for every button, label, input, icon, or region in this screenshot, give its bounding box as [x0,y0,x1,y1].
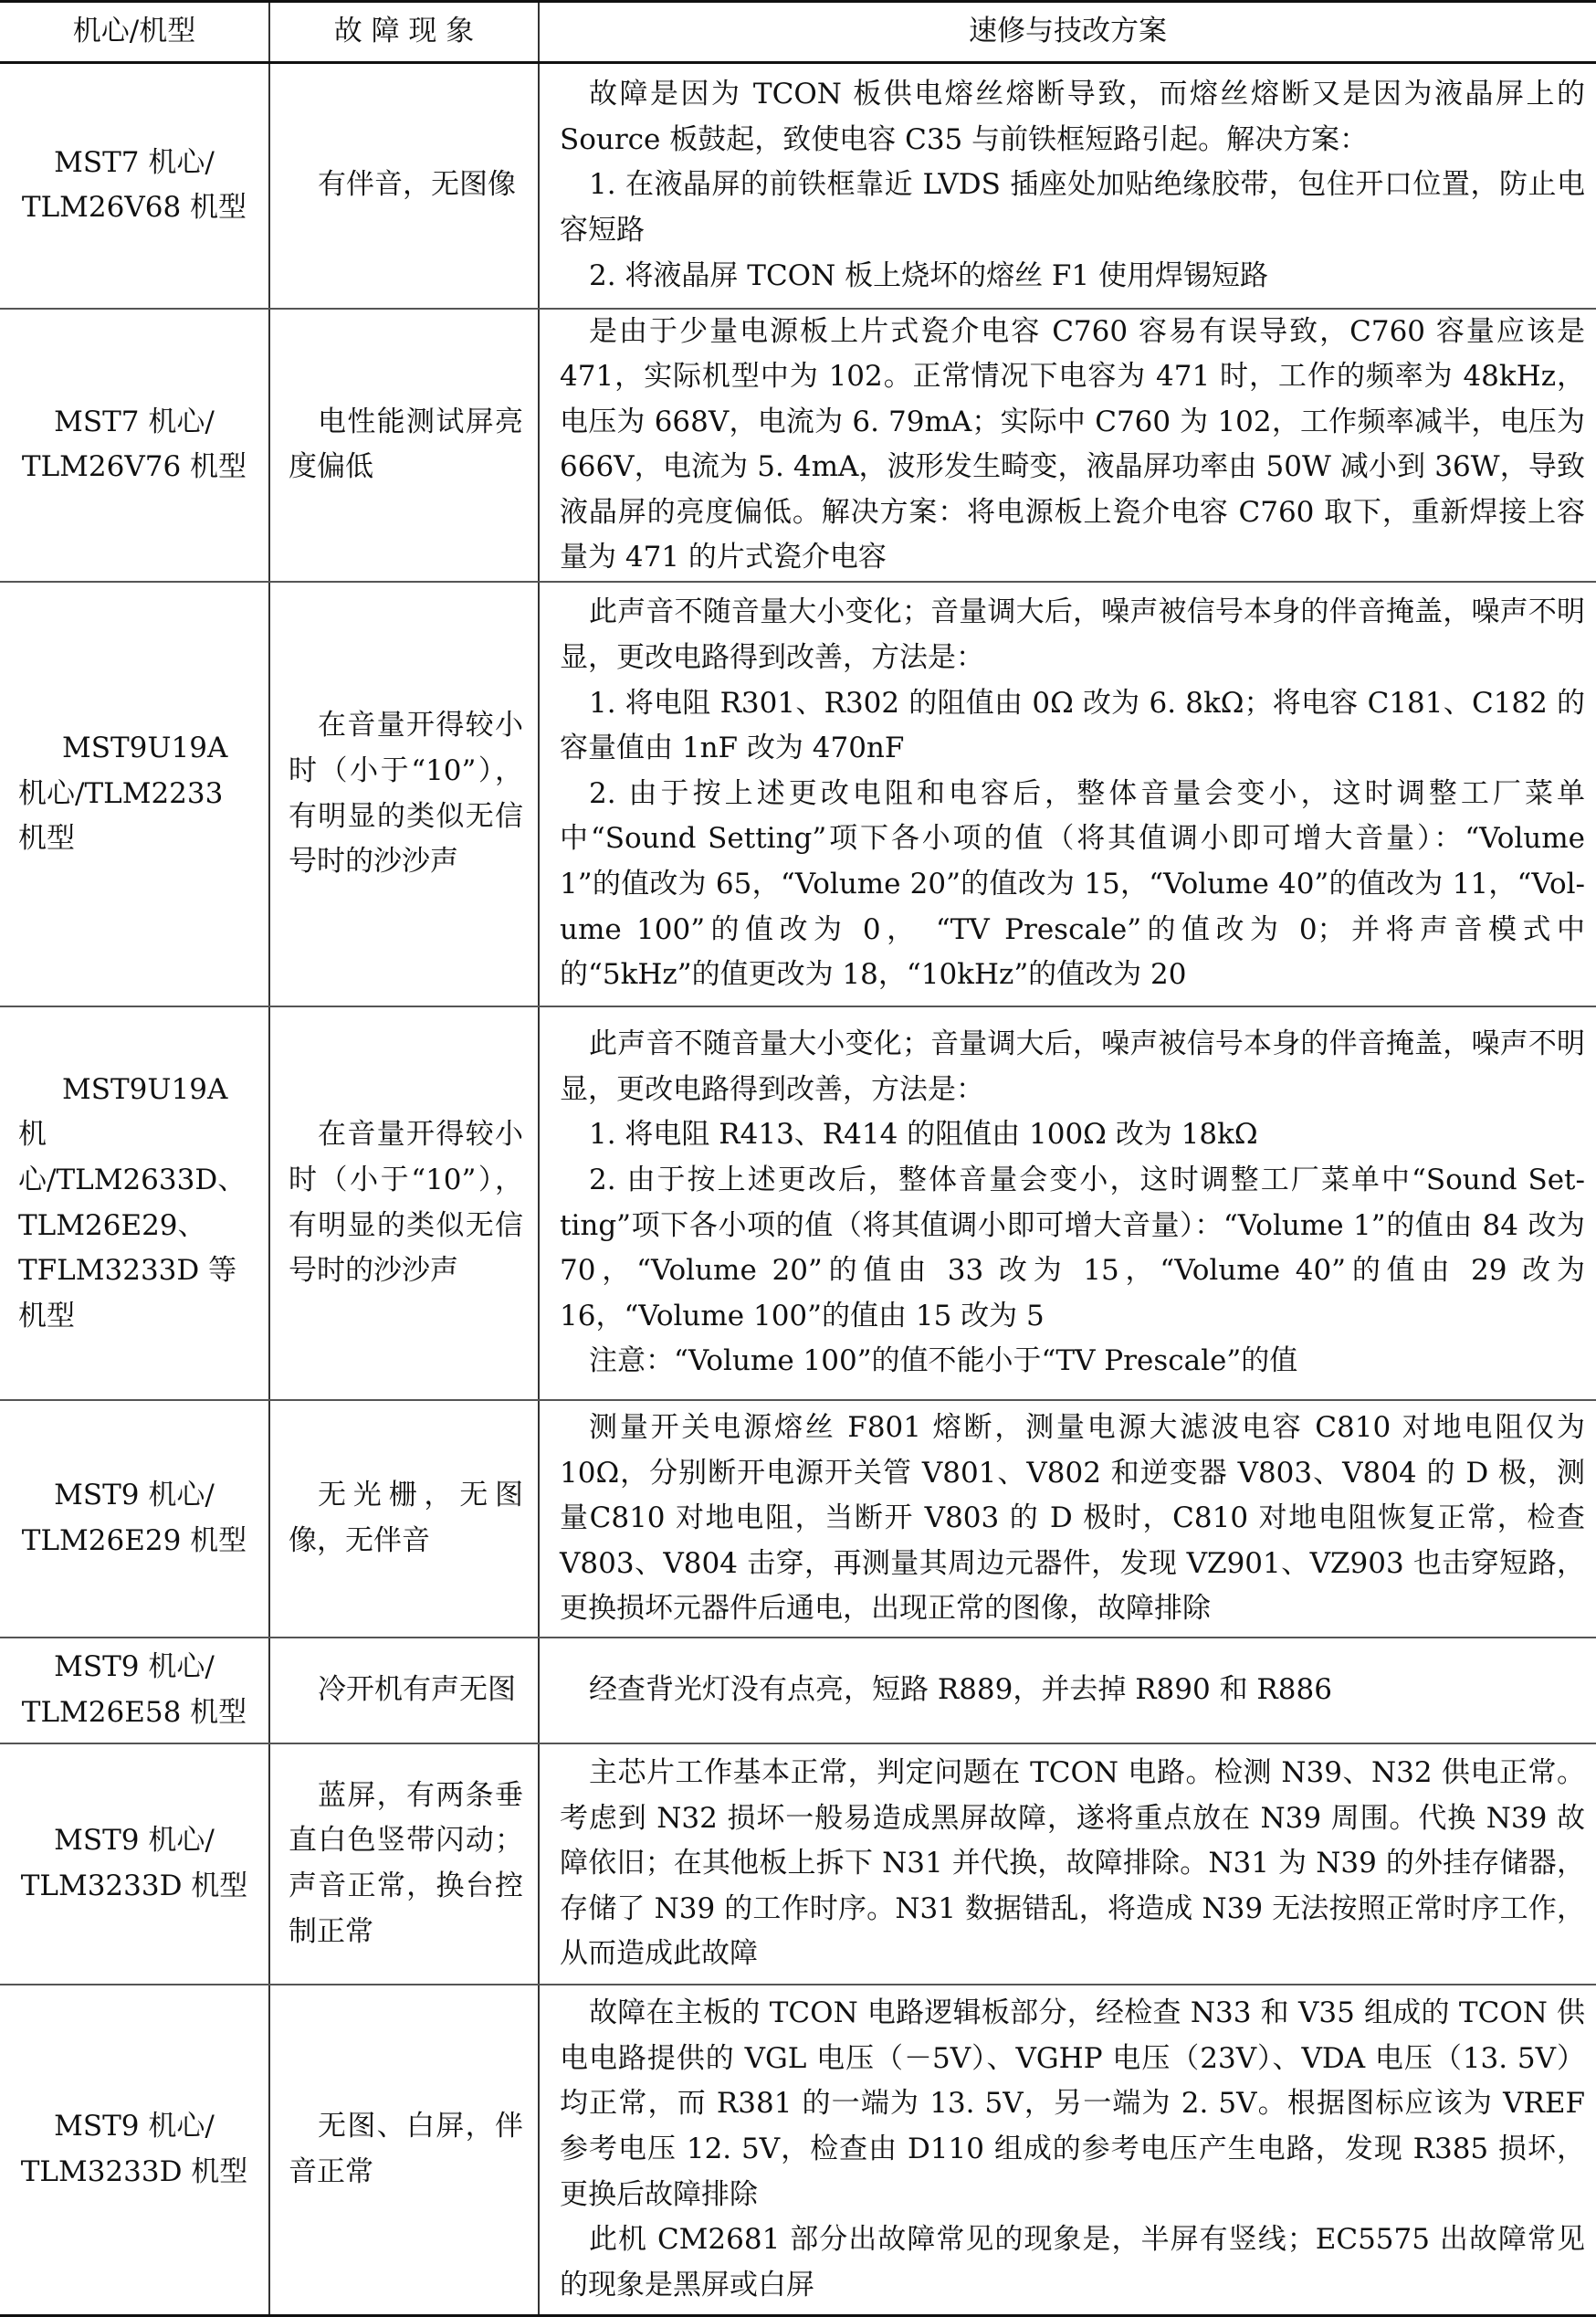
model-line: TLM26E29 机型 [21,1524,247,1558]
symptom-cell [269,309,539,583]
fix-paragraph: 测量开关电源熔丝 F801 熔断，测量电源大滤波电容 C810 对地电阻仅为10Ω，分别断开电源开关管 V801、V802 和逆变器 V803、V804 的 D 极，测量C810 对地电阻，当断开 V803 的 D 极时，C810 对地电阻恢复正常，检查V803、V804 击穿，再测量其周边元器件，发现 VZ901、VZ903 也击穿短路，更换损坏元器件后通电，出现正常的图像，故障排除 [560,1411,1585,1626]
fix-paragraph: 经查背光灯没有点亮，短路 R889，并去掉 R890 和 R886 [589,1673,1332,1707]
table-row [0,1400,1596,1638]
fix-cell [539,63,1596,309]
symptom-cell [269,1743,539,1985]
model-line: TLM3233D 机型 [20,1869,248,1903]
symptom-text: 冷开机有声无图 [318,1673,516,1707]
fix-paragraph: 此声音不随音量大小变化；音量调大后，噪声被信号本身的伴音掩盖，噪声不明显，更改电路得到改善，方法是： [560,595,1585,674]
fix-paragraph: 主芯片工作基本正常，判定问题在 TCON 电路。检测 N39、N32 供电正常。考虑到 N32 损坏一般易造成黑屏故障，遂将重点放在 N39 周围。代换 N39 故障依旧；在其他板上拆下 N31 并代换，故障排除。N31 为 N39 的外挂存储器，存储了 N39 的工作时序。N31 数据错乱，将造成 N39 无法按照正常时序工作，从而造成此故障 [560,1756,1585,1971]
table-row [0,63,1596,309]
table-row [0,1006,1596,1400]
model-cell [0,1743,269,1985]
symptom-cell [269,63,539,309]
model-cell [0,1638,269,1743]
fix-paragraph: 是由于少量电源板上片式瓷介电容 C760 容易有误导致，C760 容量应该是471，实际机型中为 102。正常情况下电容为 471 时，工作的频率为 48kHz，电压为 668V，电流为 6. 79mA；实际中 C760 为 102，工作频率减半，电压为666V，电流为 5. 4mA，波形发生畸变，液晶屏功率由 50W 减小到 36W，导致液晶屏的亮度偏低。解决方案：将电源板上瓷介电容 C760 取下，重新焊接上容量为 471 的片式瓷介电容 [560,314,1585,574]
fix-paragraph: 故障在主板的 TCON 电路逻辑板部分，经检查 N33 和 V35 组成的 TCON 供电电路提供的 VGL 电压（－5V）、VGHP 电压（23V）、VDA 电压（13. 5V）均正常，而 R381 的一端为 13. 5V，另一端为 2. 5V。根据图标应该为 VREF 参考电压 12. 5V，检查由 D110 组成的参考电压产生电路，发现 R385 损坏，更换后故障排除 [560,1996,1585,2211]
table-row [0,1743,1596,1985]
model-line: TLM26V76 机型 [21,450,247,484]
fix-cell [539,1743,1596,1985]
model-cell [0,1985,269,2315]
model-cell [0,1006,269,1400]
model-line: TLM3233D 机型 [20,2154,248,2188]
fix-paragraph: 注意：“Volume 100”的值不能小于“TV Prescale”的值 [589,1344,1298,1378]
symptom-cell [269,1638,539,1743]
fix-cell [539,1400,1596,1638]
model-line: MST9 机心/ [54,2110,215,2143]
model-line: MST7 机心/ [54,405,215,438]
model-cell [0,309,269,583]
table-row [0,1985,1596,2315]
model-line: MST7 机心/ [54,145,215,179]
fix-cell [539,1985,1596,2315]
fix-paragraph: 2. 将液晶屏 TCON 板上烧坏的熔丝 F1 使用焊锡短路 [589,258,1269,292]
fix-cell [539,309,1596,583]
symptom-text: 电性能测试屏亮度偏低 [289,405,523,484]
table-header-row [0,2,1596,63]
table-row [0,309,1596,583]
symptom-text: 蓝屏，有两条垂直白色竖带闪动；声音正常，换台控制正常 [289,1778,523,1948]
header-model: 机心/机型 [0,2,269,63]
fix-paragraph: 故障是因为 TCON 板供电熔丝熔断导致，而熔丝熔断又是因为液晶屏上的Source 板鼓起，致使电容 C35 与前铁框短路引起。解决方案： [560,78,1585,156]
model-cell [0,582,269,1006]
fix-cell [539,582,1596,1006]
fix-paragraph: 1. 在液晶屏的前铁框靠近 LVDS 插座处加贴绝缘胶带，包住开口位置，防止电容短路 [560,168,1585,247]
model-line: MST9 机心/ [54,1479,215,1512]
symptom-text: 无图、白屏，伴音正常 [289,2110,523,2188]
fix-paragraph: 2. 由于按上述更改后，整体音量会变小，这时调整工厂菜单中“Sound Set-ting”项下各小项的值（将其值调小即可增大音量）：“Volume 1”的值由 84 改为 70，“Volume 20”的值由 33 改为 15，“Volume 40”的值由 29 改为 16，“Volume 100”的值由 15 改为 5 [560,1163,1585,1332]
symptom-text: 在音量开得较小时（小于“10”），有明显的类似无信号时的沙沙声 [289,709,523,879]
model-line: MST9 机心/ [54,1824,215,1858]
header-symptom: 故 障 现 象 [269,2,539,63]
symptom-text: 有伴音，无图像 [318,168,516,202]
fix-cell [539,1006,1596,1400]
model-line: MST9 机心/ [54,1650,215,1684]
fix-paragraph: 1. 将电阻 R413、R414 的阻值由 100Ω 改为 18kΩ [589,1118,1258,1152]
symptom-cell [269,1985,539,2315]
model-cell [0,1400,269,1638]
model-line: MST9U19A 机心/TLM2233 机型 [18,732,228,856]
model-line: TLM26V68 机型 [21,191,247,225]
model-line: TLM26E58 机型 [21,1696,247,1730]
symptom-cell [269,582,539,1006]
fix-cell [539,1638,1596,1743]
header-fix: 速修与技改方案 [539,2,1596,63]
symptom-cell [269,1006,539,1400]
fix-paragraph: 1. 将电阻 R301、R302 的阻值由 0Ω 改为 6. 8kΩ；将电容 C181、C182 的容量值由 1nF 改为 470nF [560,686,1585,765]
model-cell [0,63,269,309]
fix-paragraph: 2. 由于按上述更改电阻和电容后，整体音量会变小，这时调整工厂菜单中“Sound Setting”项下各小项的值（将其值调小即可增大音量）：“Volume 1”的值改为 65，“Volume 20”的值改为 15，“Volume 40”的值改为 11，“Vol-ume 100”的值改为 0， “TV Prescale”的值改为 0；并将声音模式中的“5kHz”的值更改为 18，“10kHz”的值改为 20 [560,776,1585,992]
fix-paragraph: 此机 CM2681 部分出故障常见的现象是，半屏有竖线；EC5575 出故障常见的现象是黑屏或白屏 [560,2223,1585,2301]
symptom-cell [269,1400,539,1638]
table-row [0,1638,1596,1743]
fix-paragraph: 此声音不随音量大小变化；音量调大后，噪声被信号本身的伴音掩盖，噪声不明显，更改电路得到改善，方法是： [560,1027,1585,1106]
table-row [0,582,1596,1006]
model-line: MST9U19A 机心/TLM2633D、TLM26E29、TFLM3233D 等机型 [18,1072,247,1332]
symptom-text: 在音量开得较小时（小于“10”），有明显的类似无信号时的沙沙声 [289,1118,523,1288]
symptom-text: 无光栅，无图像，无伴音 [289,1479,523,1558]
